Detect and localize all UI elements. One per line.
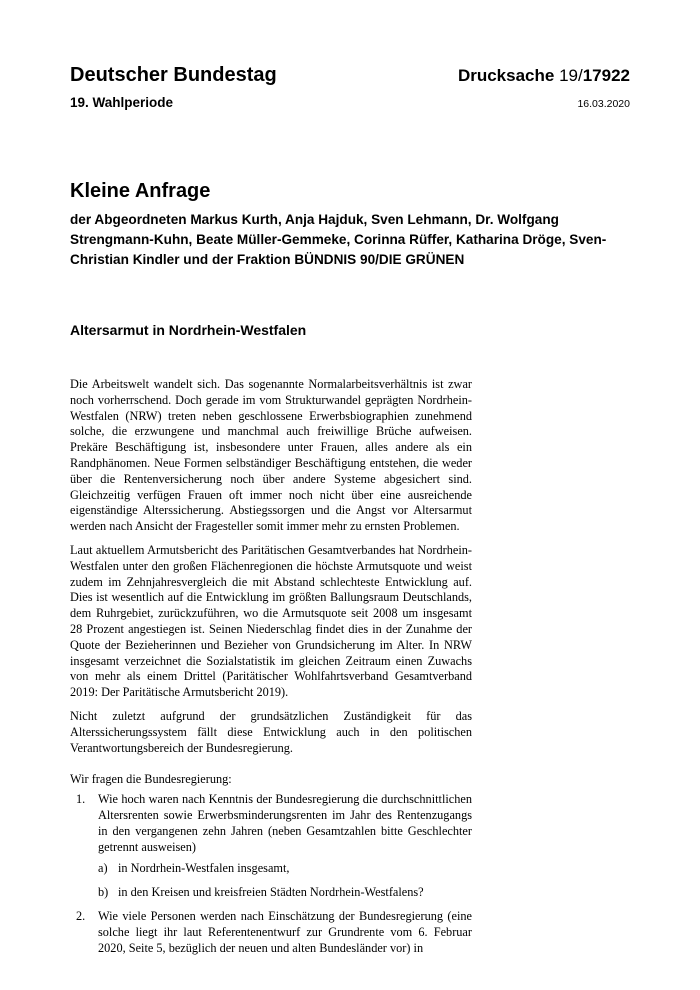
question-text: Wie hoch waren nach Kenntnis der Bundesregierung die durchschnittlichen Altersrenten sowie Erwerbsminderungsrenten im Jahr des Rentenzugangs in den vergangenen zehn Jahren (neben Gesamtzahlen bitte Geschlechter getrennt ausweisen) — [98, 792, 472, 854]
sub-question-text: in Nordrhein-Westfalen insgesamt, — [118, 861, 290, 876]
document-body — [70, 377, 472, 962]
sub-question-text: in den Kreisen und kreisfreien Städten Nordrhein-Westfalens? — [118, 885, 424, 900]
drucksache-label: Drucksache — [457, 66, 560, 85]
document-subject: Altersarmut in Nordrhein-Westfalen — [70, 322, 307, 338]
document-type-title: Kleine Anfrage — [70, 180, 211, 202]
body-paragraph: Nicht zuletzt aufgrund der grundsätzlichen Zuständigkeit für das Alterssicherungssystem fällt diese Entwicklung auch in den politischen Verantwortungsbereich der Bundesregierung. — [70, 708, 472, 755]
header-row-bottom — [70, 95, 630, 110]
header-row-top — [70, 64, 630, 87]
parliament-name: Deutscher Bundestag — [70, 64, 277, 86]
sub-question-list — [98, 861, 472, 901]
body-paragraph: Die Arbeitswelt wandelt sich. Das sogenannte Normalarbeitsverhältnis ist zwar noch vorherrschend. Doch gerade im vom Strukturwandel geprägten Nordrhein-Westfalen (NRW) treten neben geschlossene Erwerbsbiographien zunehmend solche, die erzwungene und manchmal auch freiwillige Brüche aufweisen. Prekäre Beschäftigung ist, insbesondere unter Frauen, alles andere als ein Randphänomen. Neue Formen selbständiger Beschäftigung entstehen, die weder über die Rentenversicherung noch über andere Systeme abgesichert sind. Gleichzeitig verfügen Frauen oft immer noch nicht über eine ausreichende eigenständige Alterssicherung. Abstiegssorgen und die Angst vor Altersarmut werden nach Ansicht der Fragesteller somit immer mehr zu ernsten Problemen. — [70, 377, 472, 534]
drucksache-prefix: 19/ — [559, 66, 583, 85]
sub-question-item — [98, 861, 472, 877]
body-paragraph: Laut aktuellem Armutsbericht des Paritätischen Gesamtverbandes hat Nordrhein-Westfalen unter den großen Flächenregionen die höchste Armutsquote und weist zudem im Zehnjahresvergleich die mit Abstand schlechteste Entwicklung auf. Dies ist wesentlich auf die Entwicklung im größten Ballungsraum Deutschlands, dem Ruhrgebiet, zurückzuführen, wo die Armutsquote seit 2008 um insgesamt 28 Prozent angestiegen ist. Seinen Niederschlag findet dies in der Zunahme der Quote der Bezieherinnen und Bezieher von Grundsicherung im Alter. In NRW insgesamt verzeichnet die Sozialstatistik im gleichen Zeitraum einen Zuwachs von mehr als einem Drittel (Paritätischer Wohlfahrtsverband Gesamtverband 2019: Der Paritätische Armutsbericht 2019). — [70, 542, 472, 700]
wahlperiode: 19. Wahlperiode — [70, 95, 174, 110]
question-number: 1. — [76, 792, 86, 807]
question-intro: Wir fragen die Bundesregierung: — [70, 772, 232, 787]
document-date: 16.03.2020 — [577, 98, 630, 110]
question-text: Wie viele Personen werden nach Einschätzung der Bundesregierung (eine solche liegt ihr laut Referentenentwurf zur Grundrente vom 6. Februar 2020, Seite 5, bezüglich der neuen und alten Bundesländer vor) in — [98, 908, 472, 955]
sub-question-label: a) — [98, 861, 108, 876]
question-item — [70, 792, 472, 901]
authors: der Abgeordneten Markus Kurth, Anja Hajduk, Sven Lehmann, Dr. Wolfgang Strengmann-Kuhn, Beate Müller-Gemmeke, Corinna Rüffer, Katharina Dröge, Sven-Christian Kindler und der Fraktion BÜNDNIS 90/DIE GRÜNEN — [70, 212, 607, 267]
sub-question-item — [98, 885, 472, 901]
question-number: 2. — [76, 908, 86, 923]
sub-question-label: b) — [98, 885, 109, 900]
drucksache-number: 17922 — [582, 66, 630, 85]
document-header — [70, 64, 630, 110]
question-item — [70, 909, 472, 956]
question-list — [70, 792, 472, 956]
drucksache-reference — [458, 66, 630, 86]
